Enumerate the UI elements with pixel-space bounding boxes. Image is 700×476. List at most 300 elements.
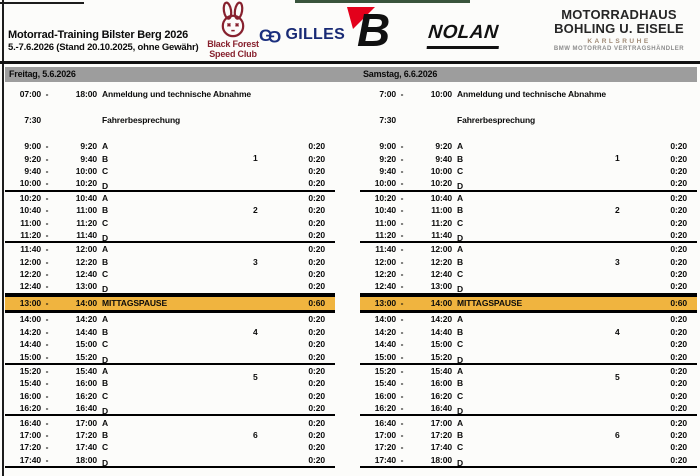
time-separator: - [45,454,49,465]
session-end-time: 9:40 [435,153,452,164]
round-number: 4 [615,326,620,337]
session-duration: 0:20 [308,165,325,176]
session-start-time: 16:00 [374,390,396,401]
session-end-time: 15:20 [430,351,452,362]
session-start-time: 11:40 [20,244,41,255]
session-duration: 0:20 [308,390,325,401]
session-group: A [102,192,109,203]
session-duration: 0:20 [308,351,325,362]
round-number: 5 [615,371,620,382]
session-group: D [457,181,464,192]
session-end-time: 17:40 [430,442,452,453]
session-start-time: 9:00 [24,141,41,152]
session-end-time: 9:20 [435,141,452,152]
session-duration: 0:20 [308,205,325,216]
session-row [360,338,697,350]
round-number: 6 [253,429,258,440]
session-group: A [457,417,464,428]
time-separator: - [400,141,404,152]
session-start-time: 10:00 [19,178,41,189]
session-duration: 0:20 [308,339,325,350]
time-separator: - [45,417,49,428]
dealer-tagline: BMW MOTORRAD VERTRAGSHÄNDLER [553,46,685,52]
session-start-time: 17:00 [374,429,396,440]
session-row [360,453,697,468]
session-row [5,216,335,228]
session-duration: 0:20 [670,178,687,189]
session-group: C [102,269,109,280]
session-group: D [457,354,464,365]
time-separator: - [400,339,404,350]
session-row [360,165,697,177]
session-start-time: 9:40 [24,165,41,176]
session-row [5,152,335,164]
session-duration: 0:20 [308,256,325,267]
session-group: A [102,314,109,325]
time-separator: - [400,165,404,176]
session-end-time: 16:00 [430,378,452,389]
session-block [360,192,697,244]
session-end-time: 16:40 [75,403,97,414]
session-end-time: 15:40 [75,365,97,376]
session-row [5,313,335,325]
session-duration: 0:20 [308,442,325,453]
session-start-time: 12:40 [19,281,41,292]
session-duration: 0:20 [308,326,325,337]
session-start-time: 11:00 [375,217,396,228]
session-row [360,216,697,228]
session-group: A [102,365,109,376]
session-start-time: 16:00 [19,390,41,401]
round-number: 3 [615,256,620,267]
time-separator: - [400,88,404,99]
session-group: B [457,429,464,440]
session-duration: 0:20 [308,229,325,240]
briefing-label: Fahrerbesprechung [457,114,536,125]
session-end-time: 16:40 [430,403,452,414]
time-separator: - [45,378,49,389]
session-row [360,243,697,255]
document-header [0,0,700,61]
time-separator: - [400,442,404,453]
session-end-time: 15:00 [430,339,452,350]
session-row [360,377,697,389]
session-row [360,204,697,216]
session-row [360,256,697,268]
session-duration: 0:20 [670,454,687,465]
session-start-time: 17:00 [19,429,41,440]
session-end-time: 11:20 [431,217,452,228]
session-end-time: 11:40 [76,229,97,240]
session-duration: 0:20 [670,378,687,389]
session-row [360,268,697,280]
session-end-time: 12:00 [75,244,97,255]
session-end-time: 13:00 [430,281,452,292]
session-group: C [457,339,464,350]
session-duration: 0:20 [670,429,687,440]
time-separator: - [45,153,49,164]
session-duration: 0:20 [670,256,687,267]
nolan-wordmark: NOLAN [427,22,502,49]
session-row [5,204,335,216]
session-group: A [457,244,464,255]
day-table-friday [5,82,335,468]
time-separator: - [45,390,49,401]
round-number: 1 [615,153,620,164]
session-group: B [102,326,109,337]
session-end-time: 10:20 [75,178,97,189]
time-separator: - [45,217,49,228]
session-group: D [102,457,109,468]
session-end-time: 16:20 [430,390,452,401]
session-end-time: 15:00 [75,339,97,350]
session-row [5,402,335,417]
session-duration: 0:20 [670,351,687,362]
briefing-row [360,113,697,126]
lunch-start-time: 13:00 [19,298,41,309]
session-end-time: 12:20 [75,256,97,267]
session-row [5,256,335,268]
session-end-time: 11:00 [431,205,452,216]
session-row [360,429,697,441]
registration-label: Anmeldung und technische Abnahme [457,88,607,99]
session-duration: 0:20 [670,442,687,453]
bridgestone-icon [344,4,398,52]
session-start-time: 14:20 [19,326,41,337]
session-group: D [457,406,464,417]
session-group: A [102,141,109,152]
doc-subtitle: 5.-7.6.2026 (Stand 20.10.2025, ohne Gewähr) [8,42,199,53]
session-row [360,326,697,338]
session-row [5,416,335,428]
session-duration: 0:20 [308,269,325,280]
session-row [360,177,697,192]
session-end-time: 10:20 [430,178,452,189]
session-row [5,390,335,402]
registration-start-time: 7:00 [379,88,396,99]
session-row [5,429,335,441]
session-duration: 0:20 [670,365,687,376]
time-separator: - [400,153,404,164]
session-row [5,243,335,255]
session-duration: 0:20 [308,217,325,228]
session-row [5,365,335,377]
session-end-time: 10:40 [430,192,452,203]
session-block [360,416,697,468]
session-group: B [457,205,464,216]
session-start-time: 10:40 [374,205,396,216]
session-row [360,313,697,325]
session-duration: 0:20 [670,229,687,240]
lunch-end-time: 14:00 [75,298,97,309]
time-separator: - [45,326,49,337]
session-end-time: 18:00 [75,454,97,465]
session-block [5,365,335,417]
session-group: C [457,269,464,280]
session-block [360,140,697,192]
session-duration: 0:20 [308,314,325,325]
session-end-time: 16:00 [75,378,97,389]
session-end-time: 14:20 [75,314,97,325]
session-group: B [457,256,464,267]
session-start-time: 16:20 [19,403,41,414]
session-group: D [102,406,109,417]
session-duration: 0:20 [308,378,325,389]
session-end-time: 15:20 [75,351,97,362]
time-separator: - [400,314,404,325]
registration-label: Anmeldung und technische Abnahme [102,88,252,99]
session-group: C [102,339,109,350]
time-separator: - [400,326,404,337]
lunch-row [360,295,697,314]
session-group: A [102,417,109,428]
session-block [360,243,697,295]
session-start-time: 10:00 [374,178,396,189]
session-group: B [457,378,464,389]
bfsc-name-line1: Black Forest [207,39,259,49]
session-start-time: 15:40 [374,378,396,389]
session-row [360,229,697,241]
session-start-time: 15:00 [374,351,396,362]
dealer-logo [540,8,698,52]
briefing-time: 7:30 [24,114,41,125]
lunch-duration: 0:60 [308,298,325,309]
session-start-time: 9:40 [379,165,396,176]
time-separator: - [45,351,49,362]
time-separator: - [45,314,49,325]
session-row [5,268,335,280]
session-start-time: 12:20 [374,269,396,280]
session-group: B [457,153,464,164]
time-separator: - [45,281,49,292]
session-start-time: 14:00 [19,314,41,325]
session-group: D [102,181,109,192]
time-separator: - [400,269,404,280]
session-end-time: 10:00 [430,165,452,176]
gilles-wordmark: GILLES [285,26,346,43]
session-group: C [457,390,464,401]
session-end-time: 16:20 [75,390,97,401]
session-group: B [102,378,109,389]
bridgestone-letter: B [357,4,391,52]
session-duration: 0:20 [670,217,687,228]
session-duration: 0:20 [670,326,687,337]
session-group: C [457,442,464,453]
registration-start-time: 07:00 [19,88,41,99]
time-separator: - [400,378,404,389]
session-start-time: 11:40 [375,244,396,255]
session-row [5,326,335,338]
gilles-icon: GG [259,25,282,46]
session-duration: 0:20 [670,192,687,203]
session-end-time: 11:20 [76,217,97,228]
registration-end-time: 10:00 [430,88,452,99]
session-start-time: 14:00 [374,314,396,325]
time-separator: - [45,403,49,414]
session-duration: 0:20 [308,454,325,465]
time-separator: - [400,365,404,376]
session-start-time: 17:40 [19,454,41,465]
session-row [5,165,335,177]
time-separator: - [400,351,404,362]
session-duration: 0:20 [308,178,325,189]
session-start-time: 10:40 [19,205,41,216]
session-duration: 0:20 [308,429,325,440]
lunch-label: MITTAGSPAUSE [102,298,168,309]
day-header-saturday: Samstag, 6.6.2026 [363,69,438,79]
tables-region [5,82,697,468]
dealer-name-line1: MOTORRADHAUS [561,7,677,22]
session-group: B [457,326,464,337]
briefing-time: 7:30 [379,114,396,125]
session-row [360,365,697,377]
time-separator: - [400,403,404,414]
header-divider [0,61,700,64]
time-separator: - [45,192,49,203]
time-separator: - [400,192,404,203]
session-row [360,350,697,365]
page-left-border-artifact [2,0,4,476]
session-start-time: 11:00 [20,217,41,228]
session-start-time: 12:00 [374,256,396,267]
session-end-time: 14:40 [75,326,97,337]
session-row [5,441,335,453]
time-separator: - [45,256,49,267]
registration-end-time: 18:00 [75,88,97,99]
session-row [5,280,335,295]
round-number: 4 [253,326,258,337]
time-separator: - [45,141,49,152]
session-start-time: 9:00 [379,141,396,152]
session-row [5,338,335,350]
session-group: C [457,217,464,228]
session-end-time: 10:00 [75,165,97,176]
time-separator: - [400,205,404,216]
session-duration: 0:20 [670,141,687,152]
session-start-time: 11:20 [20,229,41,240]
session-duration: 0:20 [308,417,325,428]
session-row [5,229,335,241]
lunch-end-time: 14:00 [430,298,452,309]
gilles-logo [259,26,345,44]
session-group: B [102,256,109,267]
session-end-time: 17:20 [75,429,97,440]
session-duration: 0:20 [308,281,325,292]
session-start-time: 15:40 [19,378,41,389]
session-block [5,192,335,244]
session-start-time: 15:20 [19,365,41,376]
session-start-time: 17:20 [19,442,41,453]
session-end-time: 11:40 [431,229,452,240]
time-separator: - [400,217,404,228]
registration-row [5,87,335,100]
session-end-time: 17:20 [430,429,452,440]
session-duration: 0:20 [670,403,687,414]
session-end-time: 11:00 [76,205,97,216]
session-row [360,390,697,402]
session-duration: 0:20 [670,390,687,401]
session-group: D [457,284,464,295]
round-number: 3 [253,256,258,267]
session-group: D [102,284,109,295]
dealer-city: KARLSRUHE [587,38,651,45]
time-separator: - [400,281,404,292]
round-number: 2 [615,204,620,215]
session-row [360,140,697,152]
dealer-name-line2: BOHLING U. EISELE [554,21,684,36]
session-duration: 0:20 [670,417,687,428]
time-separator: - [45,442,49,453]
session-block [360,313,697,365]
session-end-time: 9:20 [80,141,97,152]
session-group: A [457,365,464,376]
lunch-label: MITTAGSPAUSE [457,298,523,309]
session-duration: 0:20 [670,314,687,325]
session-end-time: 12:40 [430,269,452,280]
session-start-time: 17:40 [374,454,396,465]
session-row [5,192,335,204]
time-separator: - [400,229,404,240]
session-start-time: 15:00 [19,351,41,362]
session-block [5,313,335,365]
session-duration: 0:20 [670,281,687,292]
session-row [360,402,697,417]
round-number: 6 [615,429,620,440]
session-end-time: 13:00 [75,281,97,292]
bridgestone-logo [344,4,398,57]
session-group: B [102,205,109,216]
session-end-time: 17:00 [75,417,97,428]
session-row [360,152,697,164]
session-end-time: 12:20 [430,256,452,267]
day-header-friday: Freitag, 5.6.2026 [9,69,76,79]
session-row [360,280,697,295]
round-number: 1 [253,153,258,164]
session-start-time: 10:20 [374,192,396,203]
session-group: C [457,165,464,176]
day-header-bar [5,67,697,82]
time-separator: - [45,88,49,99]
session-end-time: 17:40 [75,442,97,453]
session-block [360,365,697,417]
session-duration: 0:20 [308,192,325,203]
session-end-time: 12:40 [75,269,97,280]
session-duration: 0:20 [670,153,687,164]
session-start-time: 12:00 [19,256,41,267]
session-start-time: 15:20 [374,365,396,376]
session-row [5,350,335,365]
session-duration: 0:20 [670,165,687,176]
time-separator: - [45,205,49,216]
session-group: C [102,390,109,401]
session-end-time: 12:00 [430,244,452,255]
time-separator: - [45,178,49,189]
session-group: D [102,354,109,365]
session-group: A [102,244,109,255]
session-start-time: 16:20 [374,403,396,414]
time-separator: - [45,339,49,350]
time-separator: - [45,269,49,280]
session-start-time: 9:20 [24,153,41,164]
time-separator: - [400,178,404,189]
time-separator: - [400,298,404,309]
registration-row [360,87,697,100]
session-end-time: 17:00 [430,417,452,428]
session-start-time: 11:20 [375,229,396,240]
session-duration: 0:20 [670,244,687,255]
session-duration: 0:20 [308,403,325,414]
session-start-time: 12:40 [374,281,396,292]
